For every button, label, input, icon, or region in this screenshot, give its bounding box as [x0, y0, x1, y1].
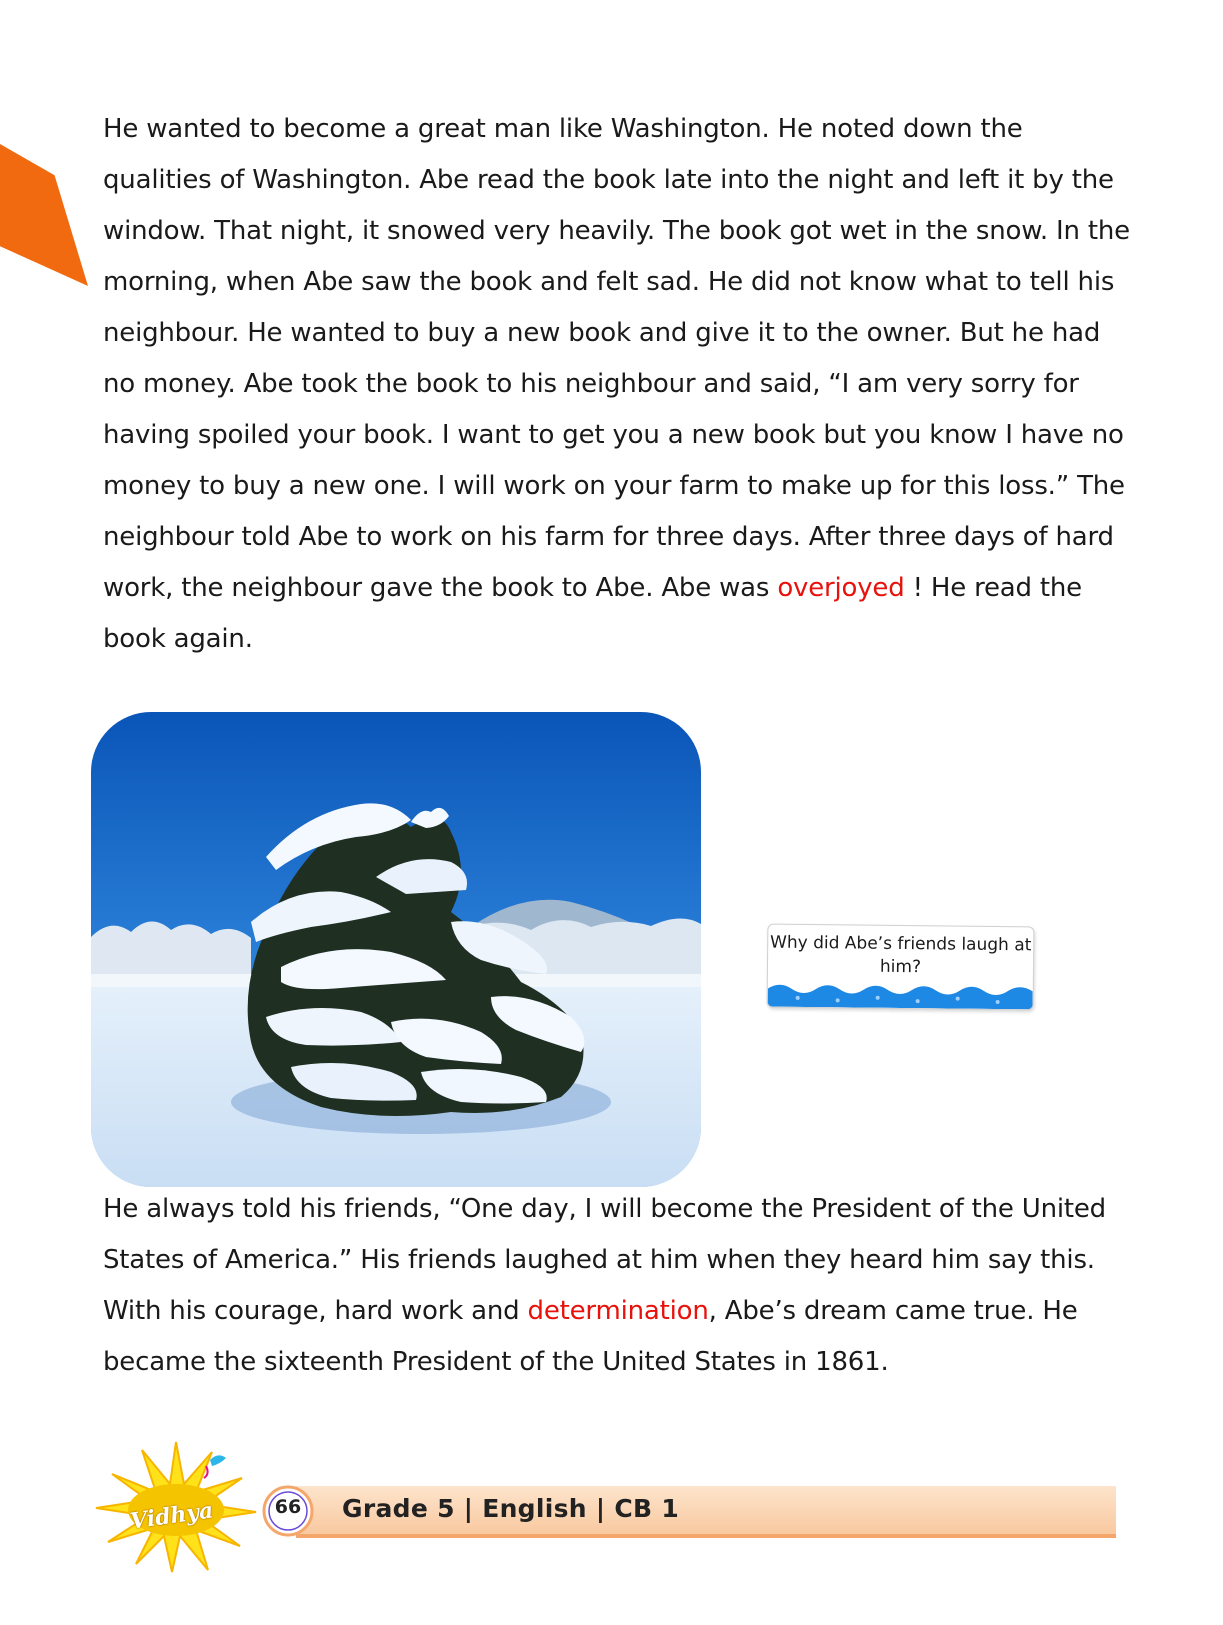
- paragraph-text: He wanted to become a great man like Washington. He noted down the qualities of Washington. Abe read the book late into the night and left it by the window. That night, it snowed very heavily. The book got wet in the snow. In the morning, when Abe saw the book and felt sad. He did not know what to tell his neighbour. He wanted to buy a new book and give it to the owner. But he had no money. Abe took the book to his neighbour and said, “I am very sorry for having spoiled your book. I want to get you a new book but you know I have no money to buy a new one. I will work on your farm to make up for this loss.” The neighbour told Abe to work on his farm for three days. After three days of hard work, the neighbour gave the book to Abe. Abe was: [103, 114, 1130, 603]
- story-paragraph-1: [103, 104, 1133, 665]
- question-card: [767, 924, 1035, 1011]
- corner-tab-decoration: [0, 144, 88, 286]
- page-number: 66: [274, 1496, 302, 1518]
- wave-decoration: [768, 981, 1033, 1010]
- paragraph-text: ! He read the book again.: [103, 573, 1082, 654]
- logo-text: Vidhya: [128, 1497, 215, 1535]
- snow-tree-photo: [91, 712, 701, 1187]
- highlighted-word: determination: [527, 1296, 709, 1326]
- story-paragraph-2: [103, 1184, 1133, 1388]
- footer-title: Grade 5 | English | CB 1: [342, 1494, 680, 1523]
- question-text: Why did Abe’s friends laugh at him?: [770, 932, 1032, 978]
- highlighted-word: overjoyed: [777, 573, 905, 603]
- paragraph-text: , Abe’s dream came true. He became the sixteenth President of the United States in 1861.: [103, 1296, 1078, 1377]
- paragraph-text: He always told his friends, “One day, I will become the President of the United States of America.” His friends laughed at him when they heard him say this. With his courage, hard work and: [103, 1194, 1106, 1326]
